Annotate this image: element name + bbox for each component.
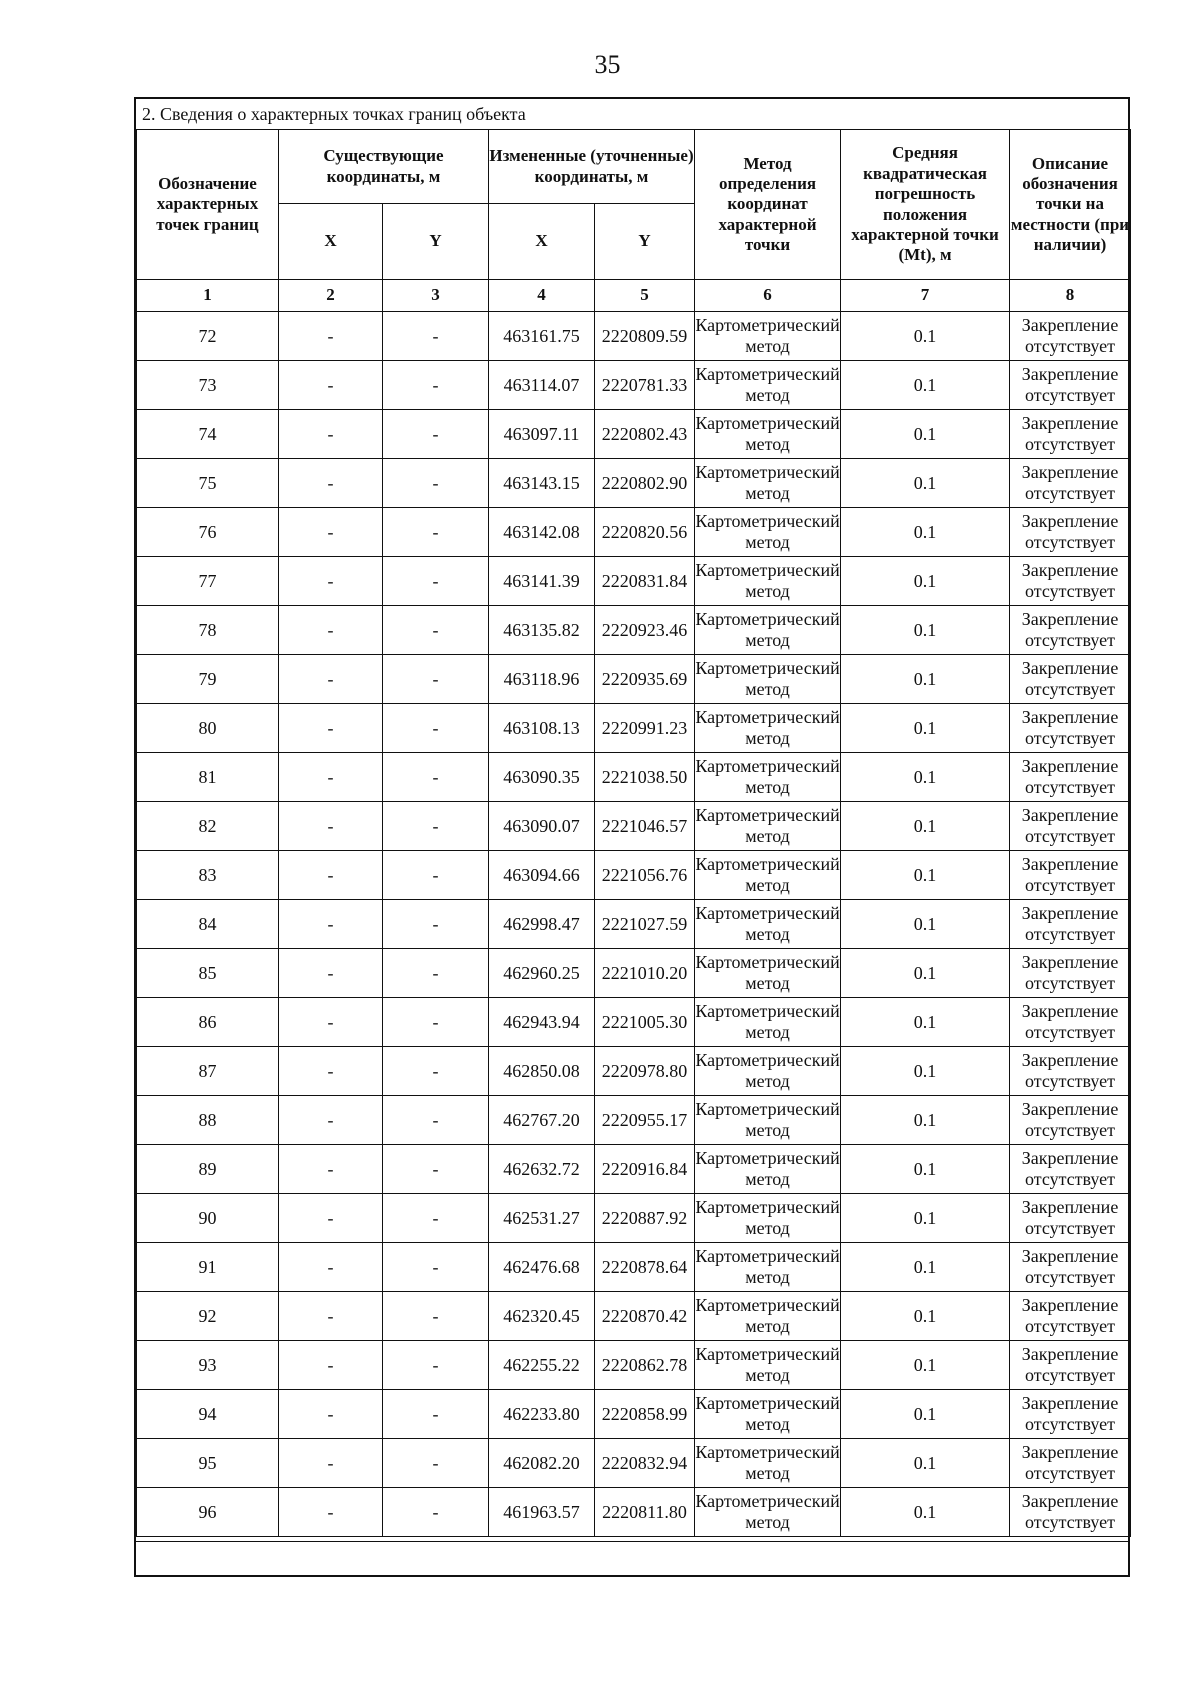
existing-x-cell: -: [279, 704, 383, 753]
existing-x-cell: -: [279, 949, 383, 998]
description-cell: Закрепление отсутствует: [1010, 1145, 1131, 1194]
changed-x-cell: 463143.15: [489, 459, 595, 508]
error-cell: 0.1: [841, 1341, 1010, 1390]
existing-y-cell: -: [383, 459, 489, 508]
header-error: Средняя квадратическая погрешность положения характерной точки (Mt), м: [841, 130, 1010, 280]
table-row: [137, 998, 1131, 1047]
changed-y-cell: 2221010.20: [595, 949, 695, 998]
changed-y-cell: 2220862.78: [595, 1341, 695, 1390]
existing-y-cell: -: [383, 361, 489, 410]
point-id-cell: 90: [137, 1194, 279, 1243]
existing-x-cell: -: [279, 1145, 383, 1194]
column-number: 1: [137, 280, 279, 312]
method-cell: Картометрический метод: [695, 361, 841, 410]
existing-x-cell: -: [279, 1096, 383, 1145]
table-row: [137, 361, 1131, 410]
method-cell: Картометрический метод: [695, 998, 841, 1047]
error-cell: 0.1: [841, 1488, 1010, 1537]
column-number: 7: [841, 280, 1010, 312]
changed-x-cell: 462998.47: [489, 900, 595, 949]
existing-y-cell: -: [383, 1096, 489, 1145]
method-cell: Картометрический метод: [695, 655, 841, 704]
table-row: [137, 1047, 1131, 1096]
error-cell: 0.1: [841, 1390, 1010, 1439]
existing-x-cell: -: [279, 1488, 383, 1537]
existing-y-cell: -: [383, 998, 489, 1047]
changed-x-cell: 463135.82: [489, 606, 595, 655]
method-cell: Картометрический метод: [695, 900, 841, 949]
changed-y-cell: 2221046.57: [595, 802, 695, 851]
changed-y-cell: 2220781.33: [595, 361, 695, 410]
table-row: [137, 802, 1131, 851]
description-cell: Закрепление отсутствует: [1010, 1341, 1131, 1390]
method-cell: Картометрический метод: [695, 1145, 841, 1194]
description-cell: Закрепление отсутствует: [1010, 410, 1131, 459]
table-footer-strip: [136, 1541, 1128, 1575]
method-cell: Картометрический метод: [695, 459, 841, 508]
error-cell: 0.1: [841, 361, 1010, 410]
changed-y-cell: 2220832.94: [595, 1439, 695, 1488]
changed-y-cell: 2221027.59: [595, 900, 695, 949]
column-number-row: [137, 280, 1131, 312]
existing-x-cell: -: [279, 1243, 383, 1292]
changed-x-cell: 462320.45: [489, 1292, 595, 1341]
changed-y-cell: 2220978.80: [595, 1047, 695, 1096]
changed-x-cell: 463141.39: [489, 557, 595, 606]
point-id-cell: 72: [137, 312, 279, 361]
table-row: [137, 1341, 1131, 1390]
existing-x-cell: -: [279, 1341, 383, 1390]
existing-x-cell: -: [279, 753, 383, 802]
error-cell: 0.1: [841, 998, 1010, 1047]
method-cell: Картометрический метод: [695, 557, 841, 606]
changed-x-cell: 463161.75: [489, 312, 595, 361]
changed-y-cell: 2220923.46: [595, 606, 695, 655]
description-cell: Закрепление отсутствует: [1010, 655, 1131, 704]
existing-y-cell: -: [383, 410, 489, 459]
point-id-cell: 73: [137, 361, 279, 410]
table-row: [137, 1292, 1131, 1341]
existing-x-cell: -: [279, 606, 383, 655]
existing-y-cell: -: [383, 557, 489, 606]
column-number: 3: [383, 280, 489, 312]
method-cell: Картометрический метод: [695, 1341, 841, 1390]
point-id-cell: 85: [137, 949, 279, 998]
table-row: [137, 508, 1131, 557]
description-cell: Закрепление отсутствует: [1010, 508, 1131, 557]
existing-y-cell: -: [383, 1341, 489, 1390]
description-cell: Закрепление отсутствует: [1010, 557, 1131, 606]
method-cell: Картометрический метод: [695, 1194, 841, 1243]
existing-y-cell: -: [383, 606, 489, 655]
changed-x-cell: 462531.27: [489, 1194, 595, 1243]
existing-x-cell: -: [279, 1292, 383, 1341]
method-cell: Картометрический метод: [695, 606, 841, 655]
header-existing-coords: Существующие координаты, м: [279, 130, 489, 204]
description-cell: Закрепление отсутствует: [1010, 900, 1131, 949]
changed-y-cell: 2221005.30: [595, 998, 695, 1047]
changed-y-cell: 2220809.59: [595, 312, 695, 361]
header-row-1: [137, 130, 1131, 204]
existing-y-cell: -: [383, 1243, 489, 1292]
existing-x-cell: -: [279, 900, 383, 949]
table-row: [137, 1243, 1131, 1292]
error-cell: 0.1: [841, 655, 1010, 704]
changed-y-cell: 2220820.56: [595, 508, 695, 557]
header-changed-y: Y: [595, 204, 695, 280]
changed-x-cell: 462943.94: [489, 998, 595, 1047]
table-row: [137, 1096, 1131, 1145]
changed-y-cell: 2220811.80: [595, 1488, 695, 1537]
header-changed-x: X: [489, 204, 595, 280]
error-cell: 0.1: [841, 557, 1010, 606]
method-cell: Картометрический метод: [695, 312, 841, 361]
changed-y-cell: 2220878.64: [595, 1243, 695, 1292]
changed-y-cell: 2220870.42: [595, 1292, 695, 1341]
error-cell: 0.1: [841, 851, 1010, 900]
changed-x-cell: 462632.72: [489, 1145, 595, 1194]
changed-x-cell: 463090.07: [489, 802, 595, 851]
description-cell: Закрепление отсутствует: [1010, 753, 1131, 802]
changed-y-cell: 2220858.99: [595, 1390, 695, 1439]
section-title: 2. Сведения о характерных точках границ объекта: [136, 99, 1128, 130]
header-description: Описание обозначения точки на местности (при наличии): [1010, 130, 1131, 280]
column-number: 6: [695, 280, 841, 312]
error-cell: 0.1: [841, 459, 1010, 508]
point-id-cell: 87: [137, 1047, 279, 1096]
existing-x-cell: -: [279, 557, 383, 606]
table-row: [137, 410, 1131, 459]
error-cell: 0.1: [841, 606, 1010, 655]
existing-x-cell: -: [279, 1194, 383, 1243]
description-cell: Закрепление отсутствует: [1010, 1439, 1131, 1488]
document-frame: [134, 97, 1130, 1577]
changed-x-cell: 463108.13: [489, 704, 595, 753]
existing-x-cell: -: [279, 312, 383, 361]
changed-x-cell: 462767.20: [489, 1096, 595, 1145]
changed-x-cell: 463118.96: [489, 655, 595, 704]
existing-x-cell: -: [279, 655, 383, 704]
existing-x-cell: -: [279, 508, 383, 557]
point-id-cell: 94: [137, 1390, 279, 1439]
error-cell: 0.1: [841, 508, 1010, 557]
description-cell: Закрепление отсутствует: [1010, 802, 1131, 851]
changed-y-cell: 2220802.43: [595, 410, 695, 459]
description-cell: Закрепление отсутствует: [1010, 1292, 1131, 1341]
existing-y-cell: -: [383, 1047, 489, 1096]
error-cell: 0.1: [841, 1047, 1010, 1096]
table-row: [137, 1488, 1131, 1537]
error-cell: 0.1: [841, 704, 1010, 753]
point-id-cell: 91: [137, 1243, 279, 1292]
table-row: [137, 949, 1131, 998]
point-id-cell: 93: [137, 1341, 279, 1390]
method-cell: Картометрический метод: [695, 753, 841, 802]
changed-y-cell: 2220916.84: [595, 1145, 695, 1194]
error-cell: 0.1: [841, 949, 1010, 998]
existing-x-cell: -: [279, 410, 383, 459]
point-id-cell: 78: [137, 606, 279, 655]
column-number: 4: [489, 280, 595, 312]
description-cell: Закрепление отсутствует: [1010, 998, 1131, 1047]
table-row: [137, 1439, 1131, 1488]
header-existing-y: Y: [383, 204, 489, 280]
existing-y-cell: -: [383, 655, 489, 704]
changed-x-cell: 462082.20: [489, 1439, 595, 1488]
existing-y-cell: -: [383, 1488, 489, 1537]
changed-x-cell: 463090.35: [489, 753, 595, 802]
existing-y-cell: -: [383, 312, 489, 361]
error-cell: 0.1: [841, 900, 1010, 949]
header-changed-coords: Измененные (уточненные) координаты, м: [489, 130, 695, 204]
existing-x-cell: -: [279, 1439, 383, 1488]
point-id-cell: 81: [137, 753, 279, 802]
table-row: [137, 312, 1131, 361]
description-cell: Закрепление отсутствует: [1010, 949, 1131, 998]
existing-y-cell: -: [383, 802, 489, 851]
point-id-cell: 92: [137, 1292, 279, 1341]
existing-y-cell: -: [383, 508, 489, 557]
method-cell: Картометрический метод: [695, 1390, 841, 1439]
existing-y-cell: -: [383, 704, 489, 753]
changed-x-cell: 462255.22: [489, 1341, 595, 1390]
table-row: [137, 1390, 1131, 1439]
existing-y-cell: -: [383, 851, 489, 900]
column-number: 2: [279, 280, 383, 312]
point-id-cell: 83: [137, 851, 279, 900]
changed-y-cell: 2220831.84: [595, 557, 695, 606]
method-cell: Картометрический метод: [695, 1096, 841, 1145]
description-cell: Закрепление отсутствует: [1010, 1047, 1131, 1096]
changed-y-cell: 2220955.17: [595, 1096, 695, 1145]
point-id-cell: 89: [137, 1145, 279, 1194]
column-number: 5: [595, 280, 695, 312]
existing-y-cell: -: [383, 1390, 489, 1439]
table-row: [137, 753, 1131, 802]
description-cell: Закрепление отсутствует: [1010, 361, 1131, 410]
point-id-cell: 74: [137, 410, 279, 459]
description-cell: Закрепление отсутствует: [1010, 606, 1131, 655]
existing-x-cell: -: [279, 851, 383, 900]
changed-x-cell: 463097.11: [489, 410, 595, 459]
error-cell: 0.1: [841, 1243, 1010, 1292]
error-cell: 0.1: [841, 1292, 1010, 1341]
existing-x-cell: -: [279, 802, 383, 851]
method-cell: Картометрический метод: [695, 1488, 841, 1537]
method-cell: Картометрический метод: [695, 1439, 841, 1488]
error-cell: 0.1: [841, 1145, 1010, 1194]
changed-x-cell: 462960.25: [489, 949, 595, 998]
point-id-cell: 96: [137, 1488, 279, 1537]
changed-y-cell: 2220935.69: [595, 655, 695, 704]
page-number: 35: [594, 50, 621, 79]
error-cell: 0.1: [841, 312, 1010, 361]
point-id-cell: 86: [137, 998, 279, 1047]
description-cell: Закрепление отсутствует: [1010, 1488, 1131, 1537]
header-designation: Обозначение характерных точек границ: [137, 130, 279, 280]
changed-x-cell: 463094.66: [489, 851, 595, 900]
table-body: [137, 312, 1131, 1537]
existing-y-cell: -: [383, 1145, 489, 1194]
method-cell: Картометрический метод: [695, 704, 841, 753]
existing-x-cell: -: [279, 1390, 383, 1439]
error-cell: 0.1: [841, 802, 1010, 851]
method-cell: Картометрический метод: [695, 1047, 841, 1096]
changed-y-cell: 2221056.76: [595, 851, 695, 900]
existing-y-cell: -: [383, 1194, 489, 1243]
table-row: [137, 557, 1131, 606]
method-cell: Картометрический метод: [695, 949, 841, 998]
point-id-cell: 79: [137, 655, 279, 704]
table-row: [137, 900, 1131, 949]
description-cell: Закрепление отсутствует: [1010, 312, 1131, 361]
description-cell: Закрепление отсутствует: [1010, 1243, 1131, 1292]
point-id-cell: 76: [137, 508, 279, 557]
description-cell: Закрепление отсутствует: [1010, 1390, 1131, 1439]
method-cell: Картометрический метод: [695, 802, 841, 851]
table-row: [137, 655, 1131, 704]
existing-y-cell: -: [383, 949, 489, 998]
point-id-cell: 84: [137, 900, 279, 949]
error-cell: 0.1: [841, 1096, 1010, 1145]
point-id-cell: 75: [137, 459, 279, 508]
table-row: [137, 1145, 1131, 1194]
changed-y-cell: 2221038.50: [595, 753, 695, 802]
method-cell: Картометрический метод: [695, 851, 841, 900]
table-row: [137, 1194, 1131, 1243]
changed-x-cell: 462850.08: [489, 1047, 595, 1096]
existing-x-cell: -: [279, 998, 383, 1047]
changed-x-cell: 461963.57: [489, 1488, 595, 1537]
changed-y-cell: 2220887.92: [595, 1194, 695, 1243]
header-existing-x: X: [279, 204, 383, 280]
description-cell: Закрепление отсутствует: [1010, 851, 1131, 900]
description-cell: Закрепление отсутствует: [1010, 704, 1131, 753]
table-row: [137, 606, 1131, 655]
changed-y-cell: 2220802.90: [595, 459, 695, 508]
description-cell: Закрепление отсутствует: [1010, 1096, 1131, 1145]
error-cell: 0.1: [841, 753, 1010, 802]
existing-x-cell: -: [279, 459, 383, 508]
point-id-cell: 77: [137, 557, 279, 606]
description-cell: Закрепление отсутствует: [1010, 459, 1131, 508]
method-cell: Картометрический метод: [695, 1243, 841, 1292]
existing-x-cell: -: [279, 1047, 383, 1096]
changed-x-cell: 462476.68: [489, 1243, 595, 1292]
changed-x-cell: 463114.07: [489, 361, 595, 410]
method-cell: Картометрический метод: [695, 410, 841, 459]
existing-y-cell: -: [383, 900, 489, 949]
point-id-cell: 82: [137, 802, 279, 851]
column-number: 8: [1010, 280, 1131, 312]
existing-y-cell: -: [383, 1292, 489, 1341]
point-id-cell: 95: [137, 1439, 279, 1488]
boundary-points-table: [136, 129, 1131, 1537]
existing-x-cell: -: [279, 361, 383, 410]
description-cell: Закрепление отсутствует: [1010, 1194, 1131, 1243]
table-row: [137, 704, 1131, 753]
point-id-cell: 88: [137, 1096, 279, 1145]
error-cell: 0.1: [841, 1194, 1010, 1243]
method-cell: Картометрический метод: [695, 508, 841, 557]
method-cell: Картометрический метод: [695, 1292, 841, 1341]
existing-y-cell: -: [383, 753, 489, 802]
changed-x-cell: 463142.08: [489, 508, 595, 557]
table-row: [137, 851, 1131, 900]
header-method: Метод определения координат характерной точки: [695, 130, 841, 280]
error-cell: 0.1: [841, 1439, 1010, 1488]
point-id-cell: 80: [137, 704, 279, 753]
error-cell: 0.1: [841, 410, 1010, 459]
existing-y-cell: -: [383, 1439, 489, 1488]
table-row: [137, 459, 1131, 508]
changed-x-cell: 462233.80: [489, 1390, 595, 1439]
changed-y-cell: 2220991.23: [595, 704, 695, 753]
